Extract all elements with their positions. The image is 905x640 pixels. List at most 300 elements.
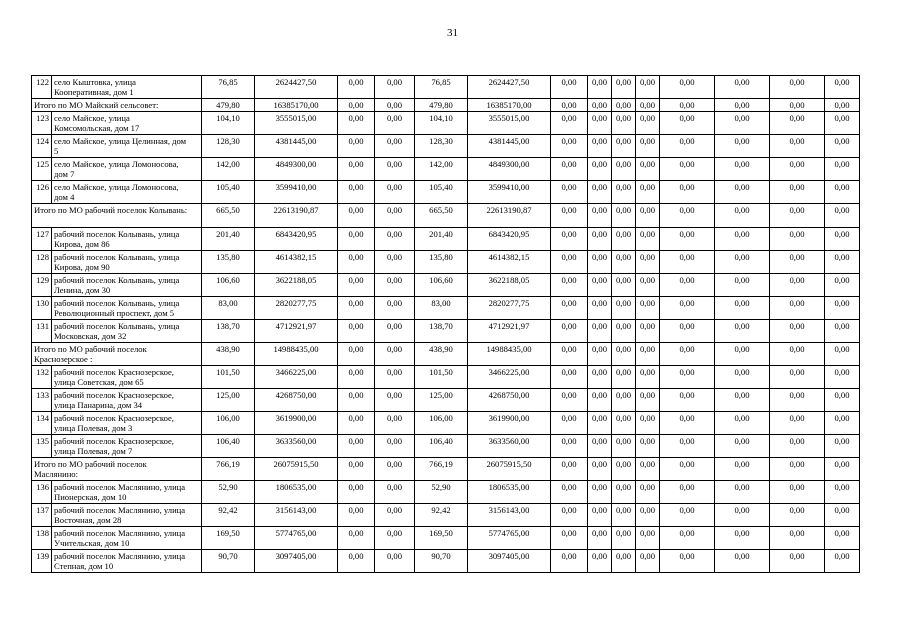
value-cell: 0,00 bbox=[825, 76, 860, 99]
table-row bbox=[32, 527, 860, 550]
value-cell: 0,00 bbox=[338, 158, 375, 181]
row-number: 138 bbox=[32, 527, 52, 550]
address-line: дом 7 bbox=[54, 169, 75, 179]
value-cell: 0,00 bbox=[660, 389, 715, 412]
total-row bbox=[32, 204, 860, 228]
address-line: рабочий поселок Маслянино, улица bbox=[54, 528, 186, 538]
value-cell: 3619900,00 bbox=[468, 412, 551, 435]
value-cell: 169,50 bbox=[415, 527, 468, 550]
row-number: 130 bbox=[32, 297, 52, 320]
value-cell: 0,00 bbox=[636, 274, 660, 297]
value-cell: 0,00 bbox=[588, 320, 612, 343]
value-cell: 0,00 bbox=[375, 135, 415, 158]
value-cell: 1806535,00 bbox=[255, 481, 338, 504]
value-cell: 0,00 bbox=[338, 527, 375, 550]
value-cell: 5774765,00 bbox=[255, 527, 338, 550]
address-line: 5 bbox=[54, 146, 59, 156]
value-cell: 0,00 bbox=[588, 112, 612, 135]
total-label-line: Итого по МО Майский сельсовет: bbox=[34, 100, 159, 110]
value-cell: 0,00 bbox=[551, 112, 588, 135]
value-cell: 0,00 bbox=[375, 297, 415, 320]
value-cell: 0,00 bbox=[551, 99, 588, 112]
address-line: рабочий поселок Колывань, улица bbox=[54, 252, 180, 262]
value-cell: 125,00 bbox=[415, 389, 468, 412]
address-cell bbox=[52, 297, 202, 320]
value-cell: 0,00 bbox=[612, 76, 636, 99]
value-cell: 92,42 bbox=[202, 504, 255, 527]
value-cell: 104,10 bbox=[202, 112, 255, 135]
value-cell: 0,00 bbox=[375, 412, 415, 435]
table-row bbox=[32, 366, 860, 389]
value-cell: 0,00 bbox=[551, 297, 588, 320]
value-cell: 0,00 bbox=[660, 112, 715, 135]
value-cell: 0,00 bbox=[636, 435, 660, 458]
value-cell: 0,00 bbox=[588, 181, 612, 204]
row-number: 129 bbox=[32, 274, 52, 297]
value-cell: 22613190,87 bbox=[255, 204, 338, 228]
value-cell: 0,00 bbox=[375, 251, 415, 274]
value-cell: 0,00 bbox=[612, 550, 636, 573]
value-cell: 0,00 bbox=[551, 366, 588, 389]
address-line: улица Полевая, дом 7 bbox=[54, 446, 133, 456]
value-cell: 90,70 bbox=[202, 550, 255, 573]
value-cell: 0,00 bbox=[636, 458, 660, 481]
value-cell: 0,00 bbox=[612, 251, 636, 274]
value-cell: 0,00 bbox=[612, 320, 636, 343]
value-cell: 0,00 bbox=[375, 527, 415, 550]
value-cell: 3599410,00 bbox=[255, 181, 338, 204]
address-line: улица Панарина, дом 34 bbox=[54, 400, 143, 410]
value-cell: 0,00 bbox=[825, 320, 860, 343]
value-cell: 438,90 bbox=[202, 343, 255, 366]
value-cell: 83,00 bbox=[202, 297, 255, 320]
value-cell: 0,00 bbox=[660, 504, 715, 527]
value-cell: 0,00 bbox=[636, 504, 660, 527]
value-cell: 0,00 bbox=[770, 389, 825, 412]
value-cell: 0,00 bbox=[825, 412, 860, 435]
value-cell: 0,00 bbox=[660, 435, 715, 458]
value-cell: 4849300,00 bbox=[468, 158, 551, 181]
address-line: улица Полевая, дом 3 bbox=[54, 423, 133, 433]
value-cell: 3622188,05 bbox=[255, 274, 338, 297]
value-cell: 0,00 bbox=[612, 481, 636, 504]
value-cell: 4614382,15 bbox=[468, 251, 551, 274]
table-row bbox=[32, 504, 860, 527]
address-line: Революционный проспект, дом 5 bbox=[54, 308, 175, 318]
value-cell: 0,00 bbox=[770, 158, 825, 181]
total-label bbox=[32, 99, 202, 112]
value-cell: 766,19 bbox=[415, 458, 468, 481]
value-cell: 0,00 bbox=[715, 76, 770, 99]
address-cell bbox=[52, 251, 202, 274]
value-cell: 0,00 bbox=[660, 481, 715, 504]
value-cell: 0,00 bbox=[338, 228, 375, 251]
value-cell: 0,00 bbox=[375, 389, 415, 412]
value-cell: 0,00 bbox=[551, 435, 588, 458]
table-row bbox=[32, 181, 860, 204]
address-line: рабочий поселок Колывань, улица bbox=[54, 229, 180, 239]
value-cell: 665,50 bbox=[415, 204, 468, 228]
value-cell: 0,00 bbox=[612, 435, 636, 458]
row-number: 128 bbox=[32, 251, 52, 274]
value-cell: 0,00 bbox=[825, 297, 860, 320]
address-cell bbox=[52, 435, 202, 458]
value-cell: 0,00 bbox=[375, 343, 415, 366]
total-row bbox=[32, 458, 860, 481]
value-cell: 0,00 bbox=[825, 481, 860, 504]
value-cell: 0,00 bbox=[770, 458, 825, 481]
table-row bbox=[32, 389, 860, 412]
table-row bbox=[32, 320, 860, 343]
address-cell bbox=[52, 504, 202, 527]
value-cell: 0,00 bbox=[636, 112, 660, 135]
value-cell: 0,00 bbox=[715, 435, 770, 458]
value-cell: 0,00 bbox=[660, 99, 715, 112]
value-cell: 0,00 bbox=[770, 481, 825, 504]
value-cell: 0,00 bbox=[551, 181, 588, 204]
address-line: рабочий поселок Краснозерское, bbox=[54, 413, 174, 423]
value-cell: 4712921,97 bbox=[255, 320, 338, 343]
row-number: 139 bbox=[32, 550, 52, 573]
value-cell: 0,00 bbox=[551, 135, 588, 158]
value-cell: 3156143,00 bbox=[468, 504, 551, 527]
value-cell: 0,00 bbox=[770, 320, 825, 343]
value-cell: 3097405,00 bbox=[468, 550, 551, 573]
value-cell: 52,90 bbox=[202, 481, 255, 504]
address-line: улица Советская, дом 65 bbox=[54, 377, 144, 387]
value-cell: 0,00 bbox=[588, 481, 612, 504]
value-cell: 169,50 bbox=[202, 527, 255, 550]
value-cell: 125,00 bbox=[202, 389, 255, 412]
value-cell: 106,00 bbox=[202, 412, 255, 435]
value-cell: 0,00 bbox=[715, 389, 770, 412]
value-cell: 0,00 bbox=[715, 274, 770, 297]
value-cell: 16385170,00 bbox=[255, 99, 338, 112]
total-label-line: Маслянино: bbox=[34, 469, 78, 479]
value-cell: 0,00 bbox=[715, 320, 770, 343]
value-cell: 0,00 bbox=[375, 228, 415, 251]
value-cell: 22613190,87 bbox=[468, 204, 551, 228]
value-cell: 0,00 bbox=[770, 343, 825, 366]
value-cell: 0,00 bbox=[660, 412, 715, 435]
value-cell: 105,40 bbox=[202, 181, 255, 204]
address-line: рабочий поселок Маслянино, улица bbox=[54, 505, 186, 515]
value-cell: 0,00 bbox=[715, 458, 770, 481]
value-cell: 83,00 bbox=[415, 297, 468, 320]
value-cell: 0,00 bbox=[612, 412, 636, 435]
value-cell: 0,00 bbox=[715, 366, 770, 389]
value-cell: 0,00 bbox=[825, 458, 860, 481]
row-number: 134 bbox=[32, 412, 52, 435]
address-cell bbox=[52, 320, 202, 343]
value-cell: 2624427,50 bbox=[255, 76, 338, 99]
value-cell: 0,00 bbox=[825, 181, 860, 204]
value-cell: 26075915,50 bbox=[255, 458, 338, 481]
table-row bbox=[32, 550, 860, 573]
value-cell: 0,00 bbox=[375, 274, 415, 297]
value-cell: 0,00 bbox=[338, 204, 375, 228]
address-cell bbox=[52, 481, 202, 504]
address-line: рабочий поселок Колывань, улица bbox=[54, 321, 180, 331]
value-cell: 0,00 bbox=[551, 458, 588, 481]
value-cell: 0,00 bbox=[660, 527, 715, 550]
value-cell: 438,90 bbox=[415, 343, 468, 366]
value-cell: 0,00 bbox=[338, 181, 375, 204]
row-number: 131 bbox=[32, 320, 52, 343]
value-cell: 0,00 bbox=[715, 504, 770, 527]
value-cell: 0,00 bbox=[715, 527, 770, 550]
table-row bbox=[32, 135, 860, 158]
value-cell: 0,00 bbox=[375, 458, 415, 481]
value-cell: 0,00 bbox=[770, 112, 825, 135]
value-cell: 0,00 bbox=[715, 181, 770, 204]
value-cell: 3466225,00 bbox=[255, 366, 338, 389]
address-line: Кирова, дом 90 bbox=[54, 262, 110, 272]
value-cell: 101,50 bbox=[202, 366, 255, 389]
value-cell: 0,00 bbox=[612, 99, 636, 112]
value-cell: 6843420,95 bbox=[468, 228, 551, 251]
value-cell: 3633560,00 bbox=[255, 435, 338, 458]
value-cell: 0,00 bbox=[338, 112, 375, 135]
value-cell: 0,00 bbox=[375, 112, 415, 135]
row-number: 122 bbox=[32, 76, 52, 99]
address-line: Московская, дом 32 bbox=[54, 331, 127, 341]
address-cell bbox=[52, 158, 202, 181]
address-line: рабочий поселок Маслянино, улица bbox=[54, 482, 186, 492]
row-number: 137 bbox=[32, 504, 52, 527]
value-cell: 0,00 bbox=[338, 99, 375, 112]
row-number: 136 bbox=[32, 481, 52, 504]
value-cell: 0,00 bbox=[715, 412, 770, 435]
value-cell: 0,00 bbox=[588, 366, 612, 389]
value-cell: 0,00 bbox=[612, 366, 636, 389]
address-line: Восточная, дом 28 bbox=[54, 515, 122, 525]
value-cell: 0,00 bbox=[770, 366, 825, 389]
value-cell: 0,00 bbox=[588, 550, 612, 573]
address-line: рабочий поселок Маслянино, улица bbox=[54, 551, 186, 561]
value-cell: 0,00 bbox=[660, 158, 715, 181]
value-cell: 0,00 bbox=[612, 204, 636, 228]
value-cell: 0,00 bbox=[612, 181, 636, 204]
address-line: село Майское, улица Ломоносова, bbox=[54, 159, 179, 169]
address-line: село Кыштовка, улица bbox=[54, 77, 136, 87]
value-cell: 0,00 bbox=[825, 99, 860, 112]
value-cell: 0,00 bbox=[715, 297, 770, 320]
value-cell: 0,00 bbox=[375, 435, 415, 458]
address-line: село Майское, улица Ломоносова, bbox=[54, 182, 179, 192]
value-cell: 138,70 bbox=[415, 320, 468, 343]
value-cell: 0,00 bbox=[636, 204, 660, 228]
value-cell: 0,00 bbox=[338, 251, 375, 274]
value-cell: 0,00 bbox=[636, 99, 660, 112]
value-cell: 16385170,00 bbox=[468, 99, 551, 112]
address-line: Комсомольская, дом 17 bbox=[54, 123, 140, 133]
value-cell: 142,00 bbox=[202, 158, 255, 181]
value-cell: 0,00 bbox=[338, 412, 375, 435]
value-cell: 0,00 bbox=[338, 504, 375, 527]
value-cell: 0,00 bbox=[660, 76, 715, 99]
value-cell: 0,00 bbox=[715, 343, 770, 366]
value-cell: 0,00 bbox=[588, 297, 612, 320]
value-cell: 0,00 bbox=[636, 251, 660, 274]
table-row bbox=[32, 297, 860, 320]
total-label bbox=[32, 343, 202, 366]
total-label-line: Итого по МО рабочий поселок bbox=[34, 344, 147, 354]
value-cell: 4268750,00 bbox=[468, 389, 551, 412]
value-cell: 0,00 bbox=[660, 297, 715, 320]
value-cell: 0,00 bbox=[660, 458, 715, 481]
table-body bbox=[32, 76, 860, 573]
value-cell: 0,00 bbox=[338, 76, 375, 99]
value-cell: 0,00 bbox=[551, 389, 588, 412]
value-cell: 0,00 bbox=[636, 135, 660, 158]
address-cell bbox=[52, 550, 202, 573]
table-row bbox=[32, 228, 860, 251]
address-line: Пионерская, дом 10 bbox=[54, 492, 127, 502]
address-line: рабочий поселок Краснозерское, bbox=[54, 367, 174, 377]
value-cell: 4849300,00 bbox=[255, 158, 338, 181]
value-cell: 0,00 bbox=[715, 481, 770, 504]
value-cell: 0,00 bbox=[612, 112, 636, 135]
value-cell: 0,00 bbox=[660, 181, 715, 204]
value-cell: 0,00 bbox=[588, 343, 612, 366]
row-number: 126 bbox=[32, 181, 52, 204]
page-number: 31 bbox=[447, 27, 458, 39]
total-label-line: Краснозерское : bbox=[34, 354, 93, 364]
value-cell: 5774765,00 bbox=[468, 527, 551, 550]
value-cell: 0,00 bbox=[825, 504, 860, 527]
address-cell bbox=[52, 366, 202, 389]
address-line: рабочий поселок Краснозерское, bbox=[54, 436, 174, 446]
value-cell: 4268750,00 bbox=[255, 389, 338, 412]
value-cell: 0,00 bbox=[551, 158, 588, 181]
value-cell: 0,00 bbox=[612, 158, 636, 181]
value-cell: 0,00 bbox=[551, 412, 588, 435]
value-cell: 3599410,00 bbox=[468, 181, 551, 204]
value-cell: 479,80 bbox=[202, 99, 255, 112]
address-line: село Майское, улица bbox=[54, 113, 130, 123]
value-cell: 0,00 bbox=[660, 204, 715, 228]
value-cell: 0,00 bbox=[588, 527, 612, 550]
value-cell: 0,00 bbox=[825, 389, 860, 412]
value-cell: 3555015,00 bbox=[255, 112, 338, 135]
value-cell: 4381445,00 bbox=[468, 135, 551, 158]
value-cell: 135,80 bbox=[202, 251, 255, 274]
value-cell: 142,00 bbox=[415, 158, 468, 181]
value-cell: 0,00 bbox=[660, 274, 715, 297]
value-cell: 0,00 bbox=[770, 412, 825, 435]
value-cell: 0,00 bbox=[660, 251, 715, 274]
value-cell: 479,80 bbox=[415, 99, 468, 112]
value-cell: 3622188,05 bbox=[468, 274, 551, 297]
value-cell: 0,00 bbox=[825, 158, 860, 181]
value-cell: 0,00 bbox=[770, 435, 825, 458]
value-cell: 0,00 bbox=[588, 389, 612, 412]
value-cell: 0,00 bbox=[636, 550, 660, 573]
value-cell: 4712921,97 bbox=[468, 320, 551, 343]
value-cell: 106,40 bbox=[202, 435, 255, 458]
value-cell: 0,00 bbox=[551, 481, 588, 504]
value-cell: 6843420,95 bbox=[255, 228, 338, 251]
value-cell: 0,00 bbox=[551, 228, 588, 251]
value-cell: 0,00 bbox=[770, 550, 825, 573]
row-number: 135 bbox=[32, 435, 52, 458]
value-cell: 0,00 bbox=[338, 366, 375, 389]
value-cell: 0,00 bbox=[551, 320, 588, 343]
address-line: село Майское, улица Целинная, дом bbox=[54, 136, 187, 146]
address-line: Учительская, дом 10 bbox=[54, 538, 130, 548]
value-cell: 106,00 bbox=[415, 412, 468, 435]
value-cell: 0,00 bbox=[551, 527, 588, 550]
value-cell: 0,00 bbox=[551, 343, 588, 366]
value-cell: 0,00 bbox=[375, 320, 415, 343]
value-cell: 0,00 bbox=[588, 204, 612, 228]
value-cell: 76,85 bbox=[415, 76, 468, 99]
value-cell: 3555015,00 bbox=[468, 112, 551, 135]
address-cell bbox=[52, 112, 202, 135]
value-cell: 3156143,00 bbox=[255, 504, 338, 527]
value-cell: 0,00 bbox=[770, 527, 825, 550]
address-cell bbox=[52, 76, 202, 99]
value-cell: 0,00 bbox=[770, 135, 825, 158]
value-cell: 0,00 bbox=[660, 343, 715, 366]
row-number: 132 bbox=[32, 366, 52, 389]
value-cell: 0,00 bbox=[825, 228, 860, 251]
total-label-line: Итого по МО рабочий поселок Колывань: bbox=[34, 205, 188, 215]
value-cell: 0,00 bbox=[338, 458, 375, 481]
value-cell: 128,30 bbox=[415, 135, 468, 158]
value-cell: 0,00 bbox=[375, 204, 415, 228]
value-cell: 0,00 bbox=[636, 297, 660, 320]
value-cell: 0,00 bbox=[636, 320, 660, 343]
value-cell: 92,42 bbox=[415, 504, 468, 527]
table-row bbox=[32, 481, 860, 504]
value-cell: 0,00 bbox=[715, 251, 770, 274]
value-cell: 0,00 bbox=[636, 412, 660, 435]
value-cell: 201,40 bbox=[202, 228, 255, 251]
value-cell: 0,00 bbox=[825, 366, 860, 389]
value-cell: 0,00 bbox=[612, 527, 636, 550]
value-cell: 0,00 bbox=[660, 135, 715, 158]
value-cell: 76,85 bbox=[202, 76, 255, 99]
address-cell bbox=[52, 274, 202, 297]
value-cell: 0,00 bbox=[636, 228, 660, 251]
value-cell: 14988435,00 bbox=[255, 343, 338, 366]
row-number: 133 bbox=[32, 389, 52, 412]
address-cell bbox=[52, 389, 202, 412]
address-line: Кирова, дом 86 bbox=[54, 239, 110, 249]
value-cell: 4614382,15 bbox=[255, 251, 338, 274]
address-line: рабочий поселок Колывань, улица bbox=[54, 275, 180, 285]
value-cell: 0,00 bbox=[338, 389, 375, 412]
value-cell: 0,00 bbox=[338, 481, 375, 504]
value-cell: 0,00 bbox=[612, 458, 636, 481]
address-line: рабочий поселок Краснозерское, bbox=[54, 390, 174, 400]
value-cell: 0,00 bbox=[375, 181, 415, 204]
value-cell: 0,00 bbox=[770, 297, 825, 320]
value-cell: 3097405,00 bbox=[255, 550, 338, 573]
address-cell bbox=[52, 228, 202, 251]
value-cell: 0,00 bbox=[551, 274, 588, 297]
value-cell: 0,00 bbox=[551, 251, 588, 274]
value-cell: 0,00 bbox=[770, 504, 825, 527]
value-cell: 104,10 bbox=[415, 112, 468, 135]
address-line: Кооперативная, дом 1 bbox=[54, 87, 134, 97]
value-cell: 106,60 bbox=[415, 274, 468, 297]
value-cell: 0,00 bbox=[551, 550, 588, 573]
value-cell: 0,00 bbox=[551, 504, 588, 527]
value-cell: 0,00 bbox=[770, 76, 825, 99]
